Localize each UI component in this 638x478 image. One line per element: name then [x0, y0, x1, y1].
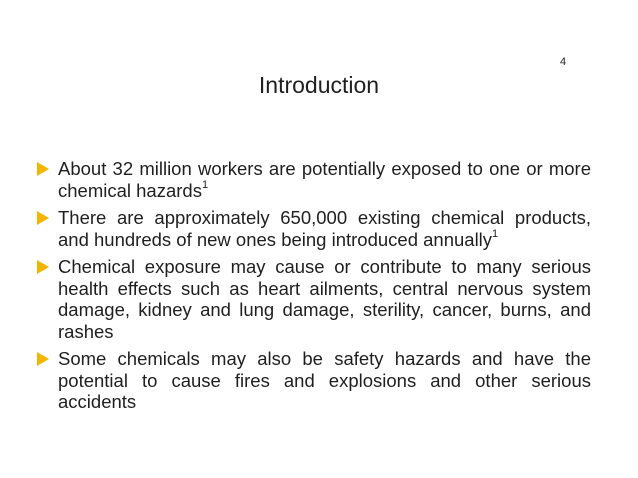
bullet-text: Chemical exposure may cause or contribute to many serious health effects such as heart ailments, central nervous system damage, kidney and lung damage, sterility, cancer, burns, and rashes [58, 256, 591, 342]
bullet-text: Some chemicals may also be safety hazards and have the potential to cause fires and explosions and other serious accidents [58, 348, 591, 412]
bullet-list [37, 158, 591, 419]
right-triangle-bullet-icon [37, 162, 49, 176]
bullet-item [37, 158, 591, 201]
right-triangle-bullet-icon [37, 260, 49, 274]
footnote-marker: 1 [492, 228, 499, 241]
page-number: 4 [559, 56, 567, 68]
bullet-item [37, 207, 591, 250]
slide-title: Introduction [258, 72, 380, 98]
right-triangle-bullet-icon [37, 352, 49, 366]
bullet-text: There are approximately 650,000 existing chemical products, and hundreds of new ones being introduced annually [58, 207, 591, 250]
footnote-marker: 1 [201, 179, 209, 192]
bullet-text: About 32 million workers are potentially exposed to one or more chemical hazards [58, 158, 591, 201]
bullet-item [37, 348, 591, 413]
right-triangle-bullet-icon [37, 211, 49, 225]
bullet-item [37, 256, 591, 342]
